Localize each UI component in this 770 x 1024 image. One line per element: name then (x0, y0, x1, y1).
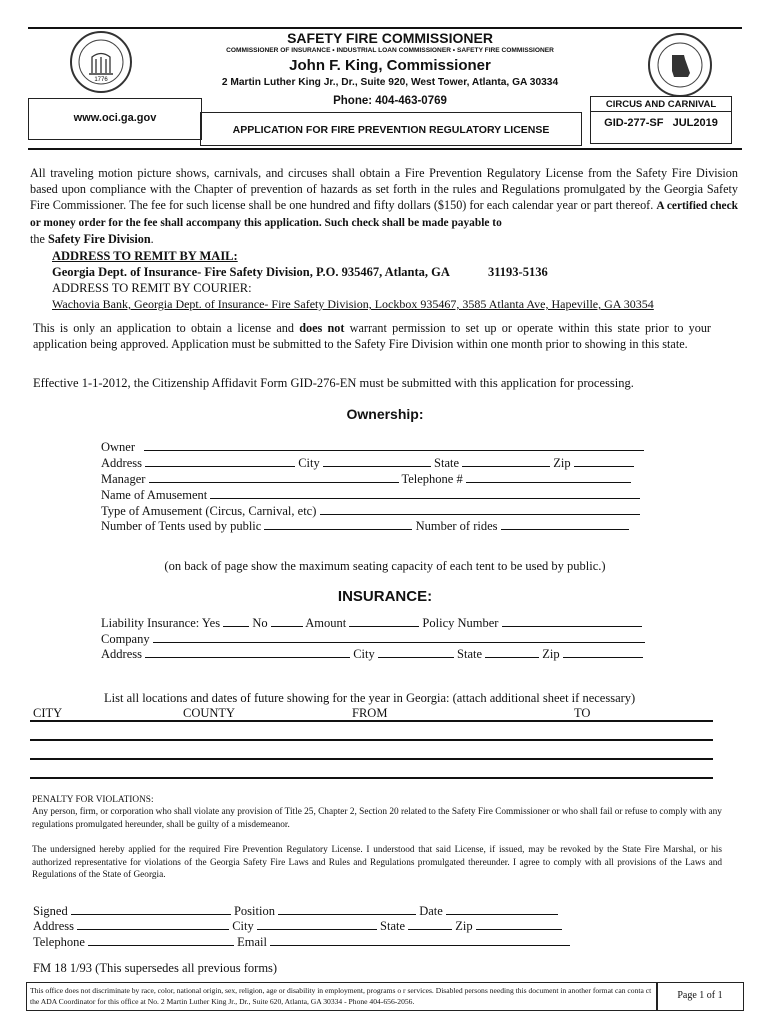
col-from: FROM (352, 706, 388, 720)
effective-notice: Effective 1-1-2012, the Citizenship Affidavit Form GID-276-EN must be submitted with this application for processing. (33, 376, 634, 390)
owner-state-field[interactable] (462, 455, 550, 467)
owner-address-label: Address (101, 456, 142, 470)
remit-mail-address: Georgia Dept. of Insurance- Fire Safety Division, P.O. 935467, Atlanta, GA (52, 265, 450, 279)
insurance-address-field[interactable] (145, 646, 350, 658)
amount-field[interactable] (349, 615, 419, 627)
notice-post: warrant permission to set up or operate within this state prior to your application being approved. Application must be submitted to the Safety Fire Division within one month prior to showing in this state. (33, 321, 711, 351)
owner-field[interactable] (144, 439, 644, 451)
sig-email-field[interactable] (270, 934, 570, 946)
location-line-2[interactable] (30, 739, 713, 741)
policy-field[interactable] (502, 615, 642, 627)
owner-label: Owner (101, 440, 136, 454)
header-subtitle: COMMISSIONER OF INSURANCE • INDUSTRIAL LOAN COMMISSIONER • SAFETY FIRE COMMISSIONER (226, 47, 554, 54)
col-to: TO (574, 706, 591, 720)
header-bottom-rule (28, 148, 742, 150)
owner-city-field[interactable] (323, 455, 431, 467)
tents-field[interactable] (264, 518, 412, 530)
sig-telephone-row (33, 934, 570, 950)
intro-paragraph (30, 165, 738, 247)
manager-label: Manager (101, 472, 146, 486)
col-city: CITY (33, 706, 63, 720)
location-line-4[interactable] (30, 777, 713, 779)
manager-field[interactable] (149, 471, 399, 483)
header-address: 2 Martin Luther King Jr., Dr., Suite 920, West Tower, Atlanta, GA 30334 (221, 77, 559, 88)
rides-field[interactable] (501, 518, 629, 530)
page-number: Page 1 of 1 (677, 990, 723, 1001)
amusement-name-field[interactable] (210, 487, 640, 499)
sig-state-field[interactable] (408, 918, 452, 930)
sig-address-label: Address (33, 919, 74, 933)
insurance-commissioner-seal-icon (648, 33, 712, 97)
website-link[interactable]: www.oci.ga.gov (73, 112, 157, 124)
company-label: Company (101, 632, 150, 646)
owner-city-label: City (298, 456, 320, 470)
amusement-type-field[interactable] (320, 503, 640, 515)
ownership-heading: Ownership: (346, 406, 424, 422)
penalty-heading: PENALTY FOR VIOLATIONS: (32, 795, 154, 805)
declaration-text: The undersigned hereby applied for the required Fire Prevention Regulatory License. I understood that said License, if issued, may be revoked by the State Fire Marshal, or his authorized representative for violations of the Georgia Safety Fire Laws and Rules and Regulations promulgated thereunder. I agree to comply with all provisions of the Laws and Regulations of the State of Georgia. (32, 845, 722, 880)
rides-label: Number of rides (415, 519, 498, 533)
position-field[interactable] (278, 903, 416, 915)
tents-label: Number of Tents used by public (101, 519, 262, 533)
company-row (101, 631, 645, 647)
sig-state-label: State (380, 919, 406, 933)
company-field[interactable] (153, 631, 645, 643)
insurance-state-field[interactable] (485, 646, 539, 658)
insurance-zip-field[interactable] (563, 646, 643, 658)
insurance-address-row (101, 646, 643, 662)
date-field[interactable] (446, 903, 558, 915)
form-code: GID-277-SF JUL2019 (604, 117, 718, 129)
remit-mail-heading: ADDRESS TO REMIT BY MAIL: (52, 249, 238, 263)
form-title-box (200, 112, 582, 146)
amusement-name-label: Name of Amusement (101, 488, 208, 502)
category-label: CIRCUS AND CARNIVAL (605, 99, 717, 110)
form-code-box (590, 96, 732, 144)
liability-no-label: No (252, 616, 268, 630)
remit-courier-heading: ADDRESS TO REMIT BY COURIER: (52, 281, 252, 295)
intro-text: All traveling motion picture shows, carnivals, and circuses shall obtain a Fire Prevention Regulatory License from the Safety Fire Division based upon compliance with the Chapter of prevention of hazards as set forth in the rules and Regulations promulgated by the Georgia Safety Fire Commissioner. The fee for such license shall be one hundred and fifty dollars ($150) for each calendar year or part thereof. (30, 166, 738, 212)
penalty-text: Any person, firm, or corporation who shall violate any provision of Title 25, Chapter 2, Section 20 related to the Safety Fire Commissioner or who shall fail or refuse to comply with any regulations promulgated hereunder, shall be guilty of a misdemeanor. (32, 807, 722, 830)
intro-payable-post: . (150, 232, 154, 246)
remit-courier-address: Wachovia Bank, Georgia Dept. of Insurance- Fire Safety Division, Lockbox 935467, 3585 Atlanta Ave, Hapeville, GA 30354 (52, 297, 654, 311)
locations-instruction: List all locations and dates of future showing for the year in Georgia: (attach additional sheet if necessary) (104, 691, 636, 705)
signed-field[interactable] (71, 903, 231, 915)
insurance-city-label: City (353, 647, 375, 661)
sig-zip-field[interactable] (476, 918, 562, 930)
manager-row (101, 471, 631, 487)
header-phone: Phone: 404-463-0769 (333, 95, 447, 107)
remit-mail-zip: 31193-5136 (488, 265, 548, 279)
sig-email-label: Email (237, 935, 267, 949)
owner-state-label: State (434, 456, 460, 470)
amusement-type-label: Type of Amusement (Circus, Carnival, etc) (101, 504, 317, 518)
signed-label: Signed (33, 904, 68, 918)
insurance-address-label: Address (101, 647, 142, 661)
seating-note: (on back of page show the maximum seating capacity of each tent to be used by public.) (164, 559, 606, 573)
owner-address-row (101, 455, 634, 471)
liability-row (101, 615, 642, 631)
header-title: SAFETY FIRE COMMISSIONER (287, 30, 493, 46)
intro-check-notice: A certified check or money order for the fee shall accompany this application. Such check shall be made payable to (30, 200, 739, 229)
seal-left-year: 1776 (94, 77, 108, 83)
sig-city-label: City (232, 919, 254, 933)
policy-label: Policy Number (422, 616, 499, 630)
location-line-3[interactable] (30, 758, 713, 760)
website-box (28, 98, 202, 140)
amusement-type-row (101, 503, 640, 519)
owner-zip-field[interactable] (574, 455, 634, 467)
sig-city-field[interactable] (257, 918, 377, 930)
sig-address-row (33, 918, 562, 934)
notice-pre: This is only an application to obtain a license and (33, 321, 300, 335)
location-line-1[interactable] (30, 720, 713, 722)
insurance-city-field[interactable] (378, 646, 454, 658)
commissioner-name: John F. King, Commissioner (289, 57, 491, 74)
owner-row (101, 439, 644, 455)
date-label: Date (419, 904, 443, 918)
form-title: APPLICATION FOR FIRE PREVENTION REGULATORY LICENSE (232, 124, 550, 136)
notice-bold: does not (299, 321, 345, 335)
footer-page-box (656, 982, 744, 1011)
sig-telephone-label: Telephone (33, 935, 85, 949)
intro-payable-pre: the (30, 232, 48, 246)
insurance-heading: INSURANCE: (337, 588, 433, 605)
form-number: FM 18 1/93 (This supersedes all previous forms) (33, 961, 278, 975)
footer-disclaimer: This office does not discriminate by race, color, national origin, sex, religion, age or disability in employment, programs o r services. Disabled persons needing this document in another format can conta ct the ADA Coordinator for this office at No. 2 Martin Luther King Jr., Dr., Suite 620, Atlanta, GA 30334 - Phone 404-656-2056. (30, 986, 652, 1006)
position-label: Position (233, 904, 275, 918)
telephone-field[interactable] (466, 471, 631, 483)
header-top-rule (28, 27, 742, 29)
footer-disclaimer-box (26, 982, 658, 1011)
liability-no-field[interactable] (271, 615, 303, 627)
amusement-name-row (101, 487, 640, 503)
sig-address-field[interactable] (77, 918, 229, 930)
col-county: COUNTY (183, 706, 236, 720)
georgia-state-seal-icon (70, 31, 132, 93)
sig-telephone-field[interactable] (88, 934, 234, 946)
notice-paragraph (33, 320, 711, 352)
amount-label: Amount (305, 616, 347, 630)
owner-address-field[interactable] (145, 455, 295, 467)
tents-row (101, 518, 629, 534)
insurance-zip-label: Zip (542, 647, 560, 661)
insurance-state-label: State (457, 647, 483, 661)
sig-zip-label: Zip (455, 919, 473, 933)
telephone-label: Telephone # (401, 472, 463, 486)
liability-yes-field[interactable] (223, 615, 249, 627)
liability-yes-label: Liability Insurance: Yes (101, 616, 221, 630)
intro-payee: Safety Fire Division (47, 232, 151, 246)
form-code-divider (591, 111, 731, 112)
signed-row (33, 903, 558, 919)
owner-zip-label: Zip (553, 456, 571, 470)
